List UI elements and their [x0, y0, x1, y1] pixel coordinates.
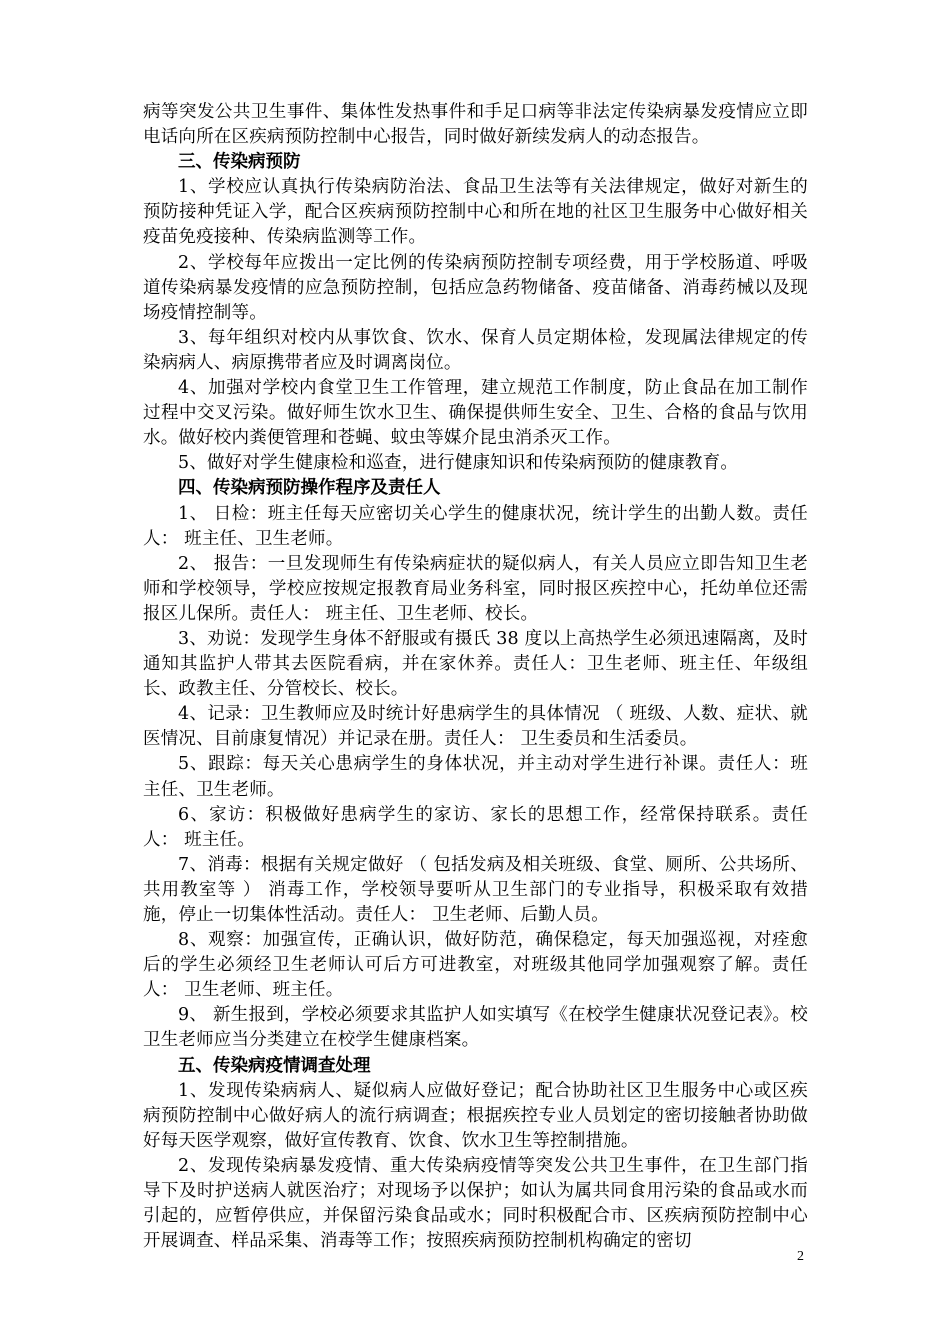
document-body [143, 100, 808, 1254]
paragraph: 2、发现传染病暴发疫情、重大传染病疫情等突发公共卫生事件，在卫生部门指导下及时护送病人就医治疗；对现场予以保护；如认为属共同食用污染的食品或水而引起的，应暂停供应，并保留污染食品或水；同时积极配合市、区疾病预防控制中心开展调查、样品采集、消毒等工作；按照疾病预防控制机构确定的密切 [143, 1155, 808, 1252]
paragraph: 7、消毒：根据有关规定做好 （ 包括发病及相关班级、食堂、厕所、公共场所、共用教室等 ） 消毒工作，学校领导要听从卫生部门的专业指导，积极采取有效措施，停止一切集体性活动。责任人： 卫生老师、后勤人员。 [143, 854, 808, 925]
paragraph: 5、跟踪：每天关心患病学生的身体状况，并主动对学生进行补课。责任人：班主任、卫生老师。 [143, 754, 808, 800]
paragraph: 病等突发公共卫生事件、集体性发热事件和手足口病等非法定传染病暴发疫情应立即电话向所在区疾病预防控制中心报告，同时做好新续发病人的动态报告。 [143, 102, 808, 148]
paragraph: 5、做好对学生健康检和巡查，进行健康知识和传染病预防的健康教育。 [178, 453, 739, 474]
page-number: 2 [797, 1249, 804, 1264]
paragraph: 4、加强对学校内食堂卫生工作管理，建立规范工作制度，防止食品在加工制作过程中交叉污染。做好师生饮水卫生、确保提供师生安全、卫生、合格的食品与饮用水。做好校内粪便管理和苍蝇、蚊虫等媒介昆虫消杀灭工作。 [143, 378, 808, 449]
paragraph: 1、学校应认真执行传染病防治法、食品卫生法等有关法律规定，做好对新生的预防接种凭证入学，配合区疾病预防控制中心和所在地的社区卫生服务中心做好相关疫苗免疫接种、传染病监测等工作。 [143, 177, 808, 248]
section-heading: 五、传染病疫情调查处理 [178, 1055, 371, 1076]
paragraph: 2、 报告：一旦发现师生有传染病症状的疑似病人，有关人员应立即告知卫生老师和学校领导，学校应按规定报教育局业务科室，同时报区疾控中心，托幼单位还需报区儿保所。责任人： 班主任、卫生老师、校长。 [143, 553, 808, 624]
paragraph: 3、劝说：发现学生身体不舒服或有摄氏 38 度以上高热学生必须迅速隔离，及时通知其监护人带其去医院看病，并在家休养。责任人：卫生老师、班主任、年级组长、政教主任、分管校长、校长。 [143, 628, 808, 700]
section-heading: 四、传染病预防操作程序及责任人 [178, 478, 441, 499]
paragraph: 4、记录：卫生教师应及时统计好患病学生的具体情况 （ 班级、人数、症状、就医情况、目前康复情况）并记录在册。责任人： 卫生委员和生活委员。 [143, 704, 808, 750]
paragraph: 1、发现传染病病人、疑似病人应做好登记；配合协助社区卫生服务中心或区疾病预防控制中心做好病人的流行病调查；根据疾控专业人员划定的密切接触者协助做好每天医学观察，做好宣传教育、饮食、饮水卫生等控制措施。 [143, 1080, 808, 1151]
paragraph: 8、观察：加强宣传，正确认识，做好防范，确保稳定，每天加强巡视，对痊愈后的学生必须经卫生老师认可后方可进教室，对班级其他同学加强观察了解。责任人： 卫生老师、班主任。 [143, 930, 808, 1001]
paragraph: 1、 日检：班主任每天应密切关心学生的健康状况，统计学生的出勤人数。责任人： 班主任、卫生老师。 [143, 503, 808, 549]
paragraph: 6、家访：积极做好患病学生的家访、家长的思想工作，经常保持联系。责任人： 班主任。 [143, 804, 808, 850]
section-heading: 三、传染病预防 [178, 152, 301, 173]
paragraph: 2、学校每年应拨出一定比例的传染病预防控制专项经费，用于学校肠道、呼吸道传染病暴发疫情的应急预防控制，包括应急药物储备、疫苗储备、消毒药械以及现场疫情控制等。 [143, 252, 808, 323]
paragraph: 3、每年组织对校内从事饮食、饮水、保育人员定期体检，发现属法律规定的传染病病人、病原携带者应及时调离岗位。 [143, 327, 808, 373]
paragraph: 9、 新生报到，学校必须要求其监护人如实填写《在校学生健康状况登记表》。校卫生老师应当分类建立在校学生健康档案。 [143, 1005, 808, 1051]
